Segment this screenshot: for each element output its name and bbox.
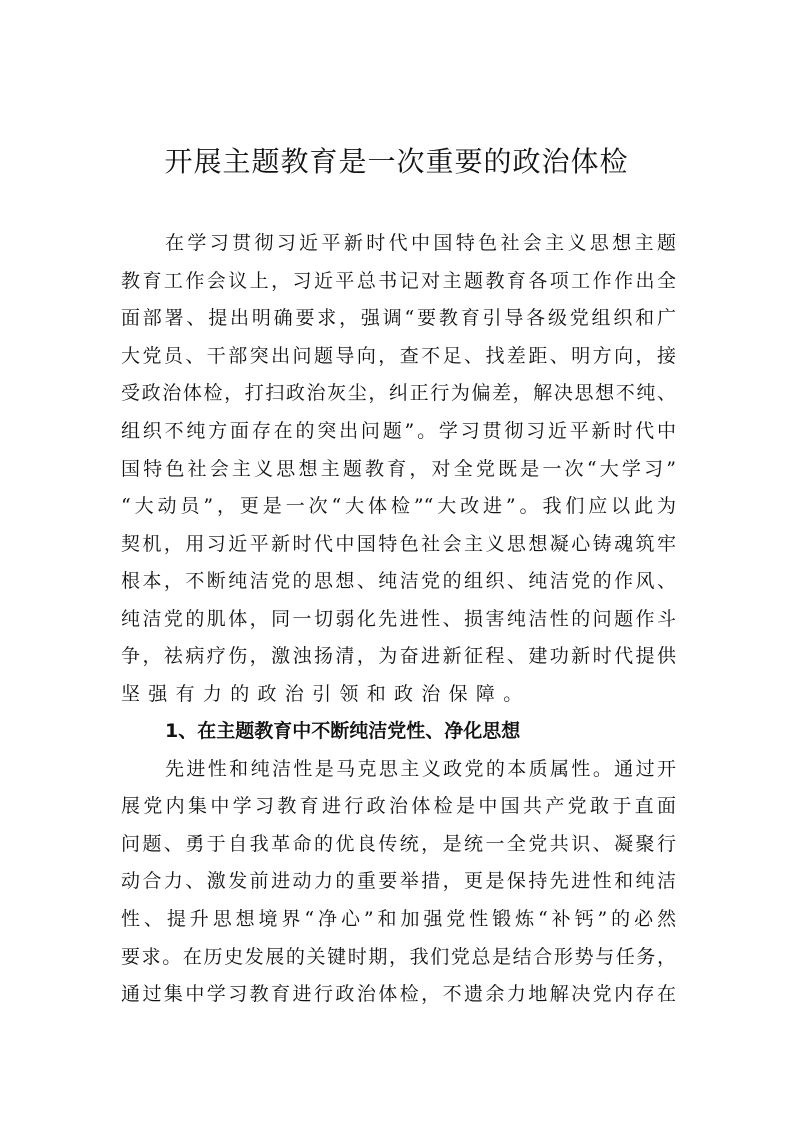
text-line: 契机，用习近平新时代中国特色社会主义思想凝心铸魂筑牢	[121, 533, 676, 555]
text-line: 教育工作会议上，习近平总书记对主题教育各项工作作出全	[121, 270, 676, 292]
text-line: 问题、勇于自我革命的优良传统，是统一全党共识、凝聚行	[121, 833, 676, 855]
text-line: 动合力、激发前进动力的重要举措，更是保持先进性和纯洁	[121, 870, 676, 892]
text-line: 组织不纯方面存在的突出问题”。学习贯彻习近平新时代中	[121, 420, 676, 442]
text-line: 大党员、干部突出问题导向，查不足、找差距、明方向，接	[121, 345, 676, 367]
text-line: 在学习贯彻习近平新时代中国特色社会主义思想主题	[165, 232, 676, 254]
text-line: 受政治体检，打扫政治灰尘，纠正行为偏差，解决思想不纯、	[121, 382, 676, 404]
text-line: 面部署、提出明确要求，强调“要教育引导各级党组织和广	[121, 307, 676, 329]
text-line: 根本，不断纯洁党的思想、纯洁党的组织、纯洁党的作风、	[121, 570, 676, 592]
text-line: 坚强有力的政治引领和政治保障。	[121, 683, 531, 705]
text-line: 要求。在历史发展的关键时期，我们党总是结合形势与任务，	[121, 946, 676, 968]
text-line: 纯洁党的肌体，同一切弱化先进性、损害纯洁性的问题作斗	[121, 608, 676, 630]
text-line: 通过集中学习教育进行政治体检，不遗余力地解决党内存在	[121, 983, 676, 1005]
section-heading: 1、在主题教育中不断纯洁党性、净化思想	[165, 720, 521, 742]
text-line: 国特色社会主义思想主题教育，对全党既是一次“大学习”	[121, 458, 676, 480]
text-line: 争，祛病疗伤，激浊扬清，为奋进新征程、建功新时代提供	[121, 645, 676, 667]
text-line: 先进性和纯洁性是马克思主义政党的本质属性。通过开	[165, 758, 676, 780]
text-line: 性、提升思想境界“净心”和加强党性锻炼“补钙”的必然	[121, 908, 676, 930]
text-line: 展党内集中学习教育进行政治体检是中国共产党敢于直面	[121, 795, 676, 817]
document-title: 开展主题教育是一次重要的政治体检	[164, 145, 629, 178]
text-line: “大动员”，更是一次“大体检”“大改进”。我们应以此为	[121, 495, 676, 517]
